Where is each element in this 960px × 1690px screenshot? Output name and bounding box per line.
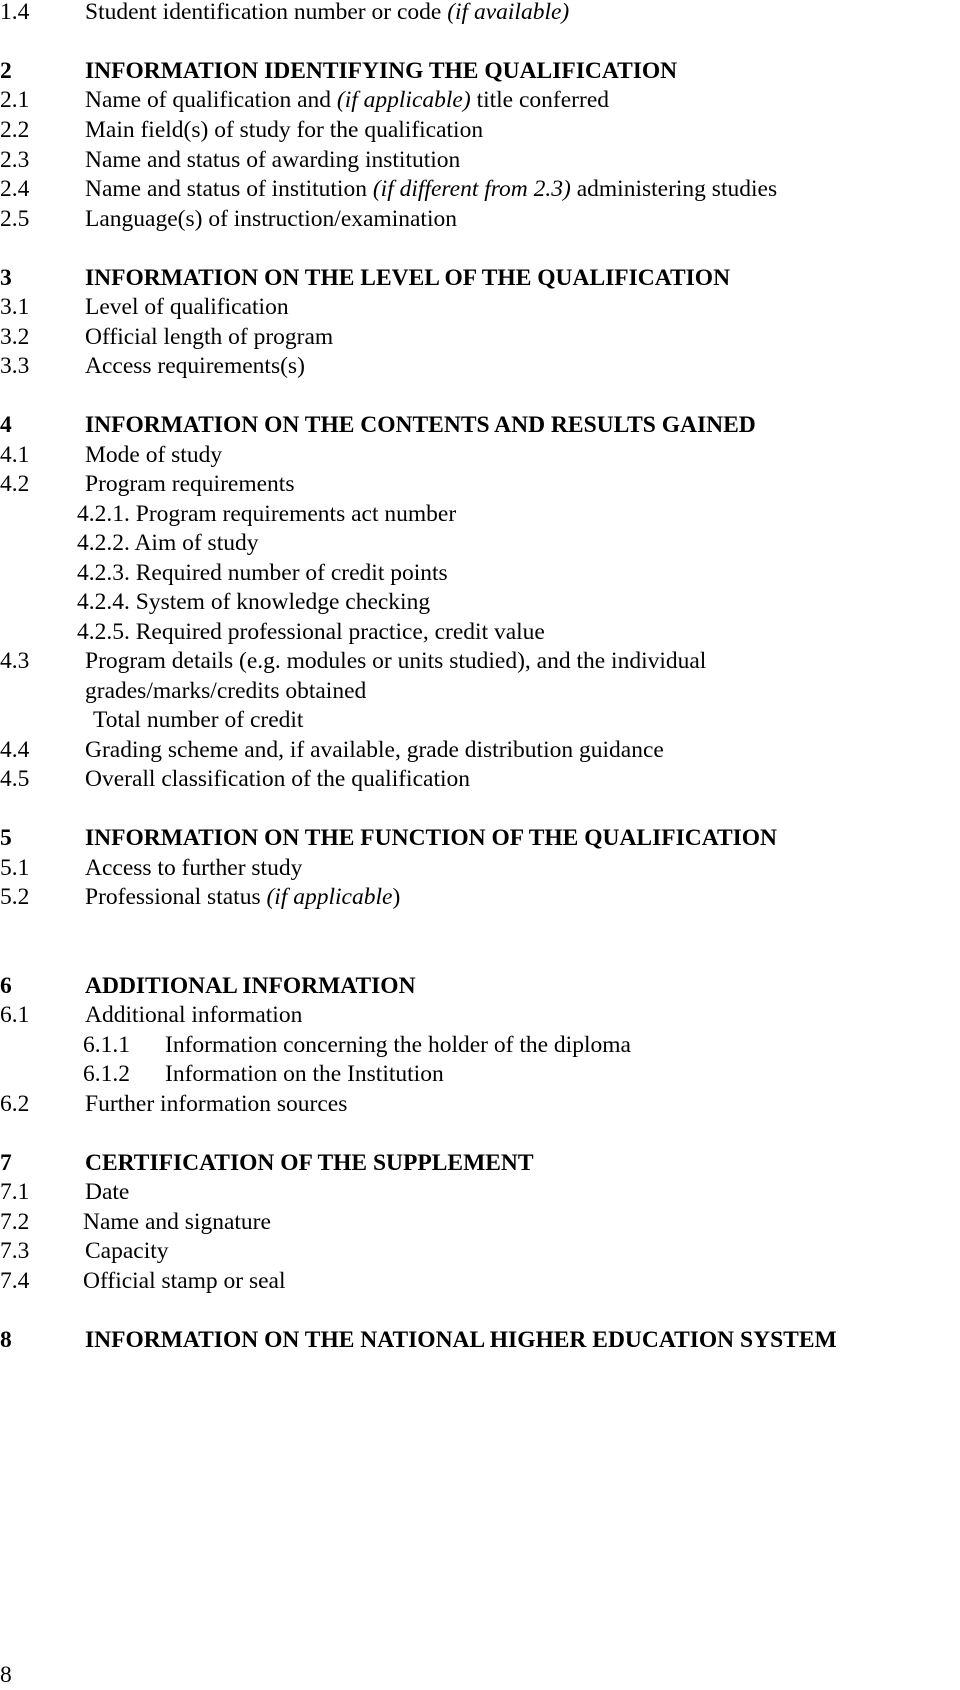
subitem-number: 6.1.2: [83, 1061, 130, 1087]
item-text: Level of qualification: [85, 294, 289, 320]
section-number: 5: [0, 825, 12, 851]
section-title: INFORMATION IDENTIFYING THE QUALIFICATION: [85, 58, 678, 84]
item-text: Official stamp or seal: [83, 1268, 286, 1294]
item-number: 6.1: [0, 1002, 30, 1028]
item-text: Access to further study: [85, 855, 303, 881]
item-text: Student identification number or code (if available): [85, 0, 570, 25]
section-title: INFORMATION ON THE FUNCTION OF THE QUALIFICATION: [85, 825, 778, 851]
section-number: 8: [0, 1327, 12, 1353]
subitem-text: Information concerning the holder of the diploma: [165, 1032, 631, 1058]
item-text: Overall classification of the qualification: [85, 766, 470, 792]
item-number: 1.4: [0, 0, 30, 25]
item-text: Capacity: [85, 1238, 169, 1264]
item-number: 5.1: [0, 855, 30, 881]
subitem-text: 4.2.5. Required professional practice, credit value: [77, 619, 545, 645]
item-number: 2.4: [0, 176, 30, 202]
section-number: 3: [0, 265, 12, 291]
item-text: Access requirements(s): [85, 353, 305, 379]
item-text: Grading scheme and, if available, grade distribution guidance: [85, 737, 664, 763]
item-number: 2.3: [0, 147, 30, 173]
item-number: 7.2: [0, 1209, 30, 1235]
item-number: 4.4: [0, 737, 30, 763]
subitem-text: 4.2.1. Program requirements act number: [77, 501, 457, 527]
page-number: 8: [0, 1662, 12, 1688]
item-number: 7.4: [0, 1268, 30, 1294]
item-text: Name and status of institution (if different from 2.3) administering studies: [85, 176, 778, 202]
section-number: 6: [0, 973, 12, 999]
item-text: Additional information: [85, 1002, 303, 1028]
item-number: 7.1: [0, 1179, 30, 1205]
section-number: 2: [0, 58, 12, 84]
item-number: 7.3: [0, 1238, 30, 1264]
item-text: grades/marks/credits obtained: [85, 678, 367, 704]
item-text: Name and signature: [83, 1209, 271, 1235]
subitem-text: 4.2.2. Aim of study: [77, 530, 259, 556]
item-number: 3.3: [0, 353, 30, 379]
item-number: 4.3: [0, 648, 30, 674]
item-number: 6.2: [0, 1091, 30, 1117]
item-number: 2.2: [0, 117, 30, 143]
section-number: 4: [0, 412, 12, 438]
item-text: Date: [85, 1179, 130, 1205]
item-text: Official length of program: [85, 324, 334, 350]
item-number: 2.5: [0, 206, 30, 232]
item-number: 4.1: [0, 442, 30, 468]
item-text: Name and status of awarding institution: [85, 147, 461, 173]
item-text: Professional status (if applicable): [85, 884, 401, 910]
item-text: Language(s) of instruction/examination: [85, 206, 457, 232]
item-text: Main field(s) of study for the qualification: [85, 117, 484, 143]
section-title: INFORMATION ON THE NATIONAL HIGHER EDUCATION SYSTEM: [85, 1327, 837, 1353]
subitem-text: 4.2.3. Required number of credit points: [77, 560, 448, 586]
section-title: INFORMATION ON THE CONTENTS AND RESULTS GAINED: [85, 412, 756, 438]
item-number: 4.2: [0, 471, 30, 497]
item-number: 2.1: [0, 87, 30, 113]
item-text: Mode of study: [85, 442, 223, 468]
item-text: Further information sources: [85, 1091, 348, 1117]
section-title: CERTIFICATION OF THE SUPPLEMENT: [85, 1150, 534, 1176]
subitem-number: 6.1.1: [83, 1032, 130, 1058]
item-number: 3.1: [0, 294, 30, 320]
subitem-text: 4.2.4. System of knowledge checking: [77, 589, 431, 615]
item-number: 5.2: [0, 884, 30, 910]
item-number: 4.5: [0, 766, 30, 792]
item-text: Program requirements: [85, 471, 295, 497]
section-title: INFORMATION ON THE LEVEL OF THE QUALIFICATION: [85, 265, 731, 291]
item-text: Name of qualification and (if applicable) title conferred: [85, 87, 610, 113]
subitem-text: Information on the Institution: [165, 1061, 444, 1087]
section-title: ADDITIONAL INFORMATION: [85, 973, 416, 999]
item-text: Total number of credit: [93, 707, 304, 733]
item-text: Program details (e.g. modules or units studied), and the individual: [85, 648, 707, 674]
item-number: 3.2: [0, 324, 30, 350]
section-number: 7: [0, 1150, 12, 1176]
